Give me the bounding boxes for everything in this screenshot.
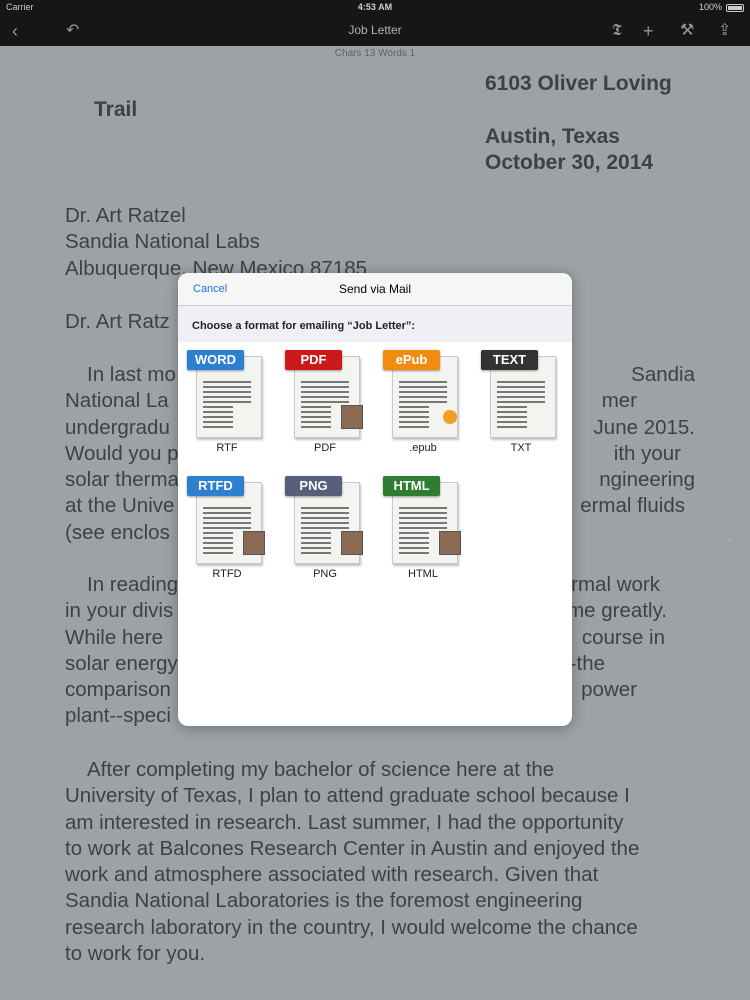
photo-thumbnail-icon [439,531,461,555]
text-line-mark [203,532,233,534]
format-label: PNG [313,568,337,580]
text-line-mark [399,381,447,383]
format-label: HTML [408,568,438,580]
text-line-mark [399,542,429,544]
format-banner: HTML [383,476,440,496]
format-option-png[interactable] [280,476,370,594]
text-line-mark [399,401,447,403]
battery-percent: 100% [698,2,722,12]
text-line-mark [497,406,527,408]
format-option-rtfd[interactable] [182,476,272,594]
text-line-mark [497,416,527,418]
text-line-mark [301,406,331,408]
text-line-mark [203,386,251,388]
text-line-mark [301,517,349,519]
text-line-mark [497,391,545,393]
text-line-mark [203,552,233,554]
text-line-mark [399,532,429,534]
text-line-mark [203,507,251,509]
text-line-mark [399,552,429,554]
text-line-mark [203,391,251,393]
text-line-mark [301,411,331,413]
page-number[interactable]: 2 [727,561,733,570]
navbar-dim [0,0,750,46]
text-line-mark [301,401,349,403]
carrier-label: Carrier [6,2,34,12]
wrench-icon[interactable]: ⚒ [680,22,695,39]
text-line-mark [203,512,251,514]
clock: 4:53 AM [357,2,393,12]
text-line-mark [399,512,447,514]
text-line-mark [203,426,233,428]
text-line-mark [301,552,331,554]
text-line-mark [301,386,349,388]
text-line-mark [399,537,429,539]
document-title: Job Letter [348,23,402,37]
text-line-mark [399,386,447,388]
page-scrubber[interactable] [724,535,736,581]
text-line-mark [497,421,527,423]
text-line-mark [399,416,429,418]
format-label: PDF [314,442,336,454]
text-line-mark [203,416,233,418]
text-line-mark [203,401,251,403]
format-prompt: Choose a format for emailing “Job Letter”: [192,320,416,332]
format-label: TXT [510,442,532,454]
text-line-mark [497,401,545,403]
text-line-mark [399,406,429,408]
text-line-mark [301,391,349,393]
text-line-mark [497,386,545,388]
text-line-mark [203,537,233,539]
text-line-mark [203,527,251,529]
text-line-mark [203,517,251,519]
photo-thumbnail-icon [243,531,265,555]
text-line-mark [399,547,429,549]
text-line-mark [301,527,349,529]
undo-icon[interactable]: ↶ [66,22,80,39]
format-banner: PNG [285,476,342,496]
text-line-mark [203,421,233,423]
page-number[interactable]: 1 [727,548,733,557]
text-line-mark [301,381,349,383]
text-line-mark [399,411,429,413]
text-line-mark [301,547,331,549]
text-line-mark [301,421,331,423]
text-line-mark [301,416,331,418]
cancel-button[interactable]: Cancel [193,283,228,295]
text-line-mark [301,537,331,539]
text-line-mark [399,396,447,398]
text-line-mark [301,396,349,398]
text-line-mark [399,517,447,519]
text-line-mark [497,396,545,398]
text-line-mark [301,426,331,428]
photo-thumbnail-icon [341,405,363,429]
text-line-mark [497,381,545,383]
format-label: .epub [409,442,437,454]
send-via-mail-dialog [178,273,572,726]
font-icon[interactable]: 𝕿 [612,22,622,39]
text-line-mark [399,522,447,524]
text-line-mark [203,547,233,549]
text-line-mark [399,527,447,529]
format-label: RTFD [212,568,242,580]
dialog-header [178,273,572,306]
text-line-mark [399,421,429,423]
format-banner: WORD [187,350,244,370]
text-line-mark [301,542,331,544]
format-banner: PDF [285,350,342,370]
format-prompt-bar [178,306,572,342]
text-line-mark [497,411,527,413]
text-line-mark [301,512,349,514]
text-line-mark [203,542,233,544]
dialog-title: Send via Mail [338,282,412,296]
back-chevron-icon[interactable]: ‹ [12,21,18,41]
photo-thumbnail-icon [341,531,363,555]
format-banner: ePub [383,350,440,370]
book-icon [443,410,457,424]
text-line-mark [203,381,251,383]
text-line-mark [203,406,233,408]
text-line-mark [203,522,251,524]
format-option-epub[interactable] [378,350,468,468]
format-option-txt[interactable] [476,350,566,468]
text-line-mark [203,411,233,413]
format-banner: RTFD [187,476,244,496]
text-line-mark [301,507,349,509]
format-option-html[interactable] [378,476,468,594]
add-icon[interactable]: + [643,21,654,41]
format-option-pdf[interactable] [280,350,370,468]
text-line-mark [399,391,447,393]
share-icon[interactable]: ⇪ [718,22,732,39]
text-line-mark [497,426,527,428]
format-label: RTF [216,442,238,454]
text-line-mark [301,532,331,534]
text-line-mark [203,396,251,398]
format-option-rtf[interactable] [182,350,272,468]
scroll-up-icon[interactable]: ▲ [726,535,734,544]
format-banner: TEXT [481,350,538,370]
text-line-mark [301,522,349,524]
text-line-mark [399,426,429,428]
scroll-down-icon[interactable]: ▼ [726,572,734,581]
text-line-mark [399,507,447,509]
